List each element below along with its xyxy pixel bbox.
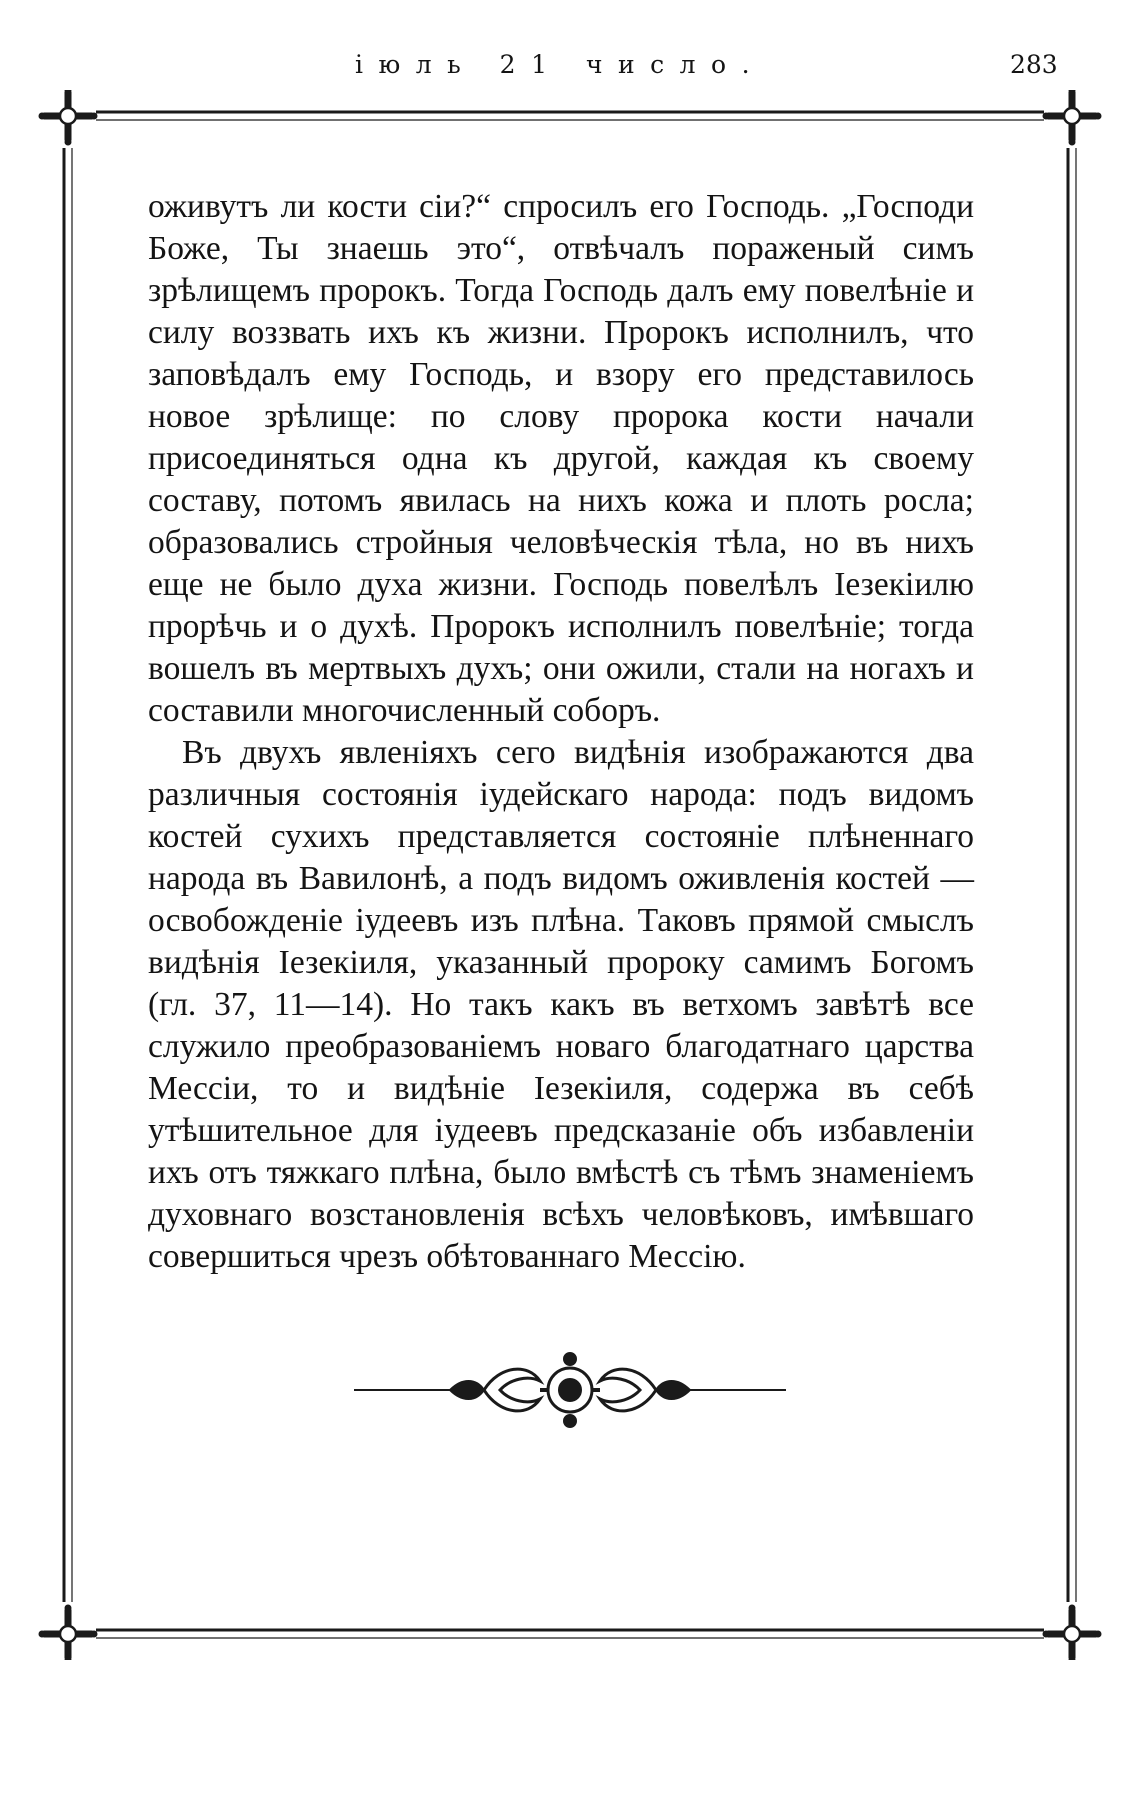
- corner-ornament-bottom-right: [1043, 1605, 1101, 1660]
- ornament-graphic: [350, 1345, 790, 1435]
- paragraph-1: оживутъ ли кости сіи?“ спросилъ его Господь. „Господи Боже, Ты знаешь это“, отвѣчалъ пораженый симъ зрѣлищемъ пророкъ. Тогда Господь далъ ему повелѣніе и силу воззвать ихъ къ жизни. Пророкъ исполнилъ, что заповѣдалъ ему Господь, и взору его представилось новое зрѣлище: по слову пророка кости начали присоединяться одна къ другой, каждая къ своему составу, потомъ явилась на нихъ кожа и плоть росла; образовались стройныя человѣческія тѣла, но въ нихъ еще не было духа жизни. Господь повелѣлъ Іезекіилю прорѣчь и о духѣ. Пророкъ исполнилъ повелѣніе; тогда вошелъ въ мертвыхъ духъ; они ожили, стали на ногахъ и составили многочисленный соборъ.: [148, 188, 974, 729]
- ornament-divider: [350, 1345, 790, 1435]
- page-number: 283: [1010, 50, 1058, 79]
- corner-ornament-top-left: [39, 90, 97, 145]
- body-text: [148, 186, 974, 1278]
- corner-ornament-bottom-left: [39, 1605, 97, 1660]
- corner-ornament-top-right: [1043, 90, 1101, 145]
- running-head-title: іюль 21 число.: [354, 50, 766, 79]
- paragraph-2: Въ двухъ явленіяхъ сего видѣнія изображаются два различныя состоянія іудейскаго народа: подъ видомъ костей сухихъ представляется состояніе плѣненнаго народа въ Вавилонѣ, а подъ видомъ оживленія костей — освобожденіе іудеевъ изъ плѣна. Таковъ прямой смыслъ видѣнія Іезекіиля, указанный пророку самимъ Богомъ (гл. 37, 11—14). Но такъ какъ въ ветхомъ завѣтѣ все служило преобразованіемъ новаго благодатнаго царства Мессіи, то и видѣніе Іезекіиля, содержа въ себѣ утѣшительное для іудеевъ предсказаніе объ избавленіи ихъ отъ тяжкаго плѣна, было вмѣстѣ съ тѣмъ знаменіемъ духовнаго возстановленія всѣхъ человѣковъ, имѣвшаго совершиться чрезъ обѣтованнаго Мессію.: [148, 734, 974, 1275]
- running-head: [0, 50, 1140, 90]
